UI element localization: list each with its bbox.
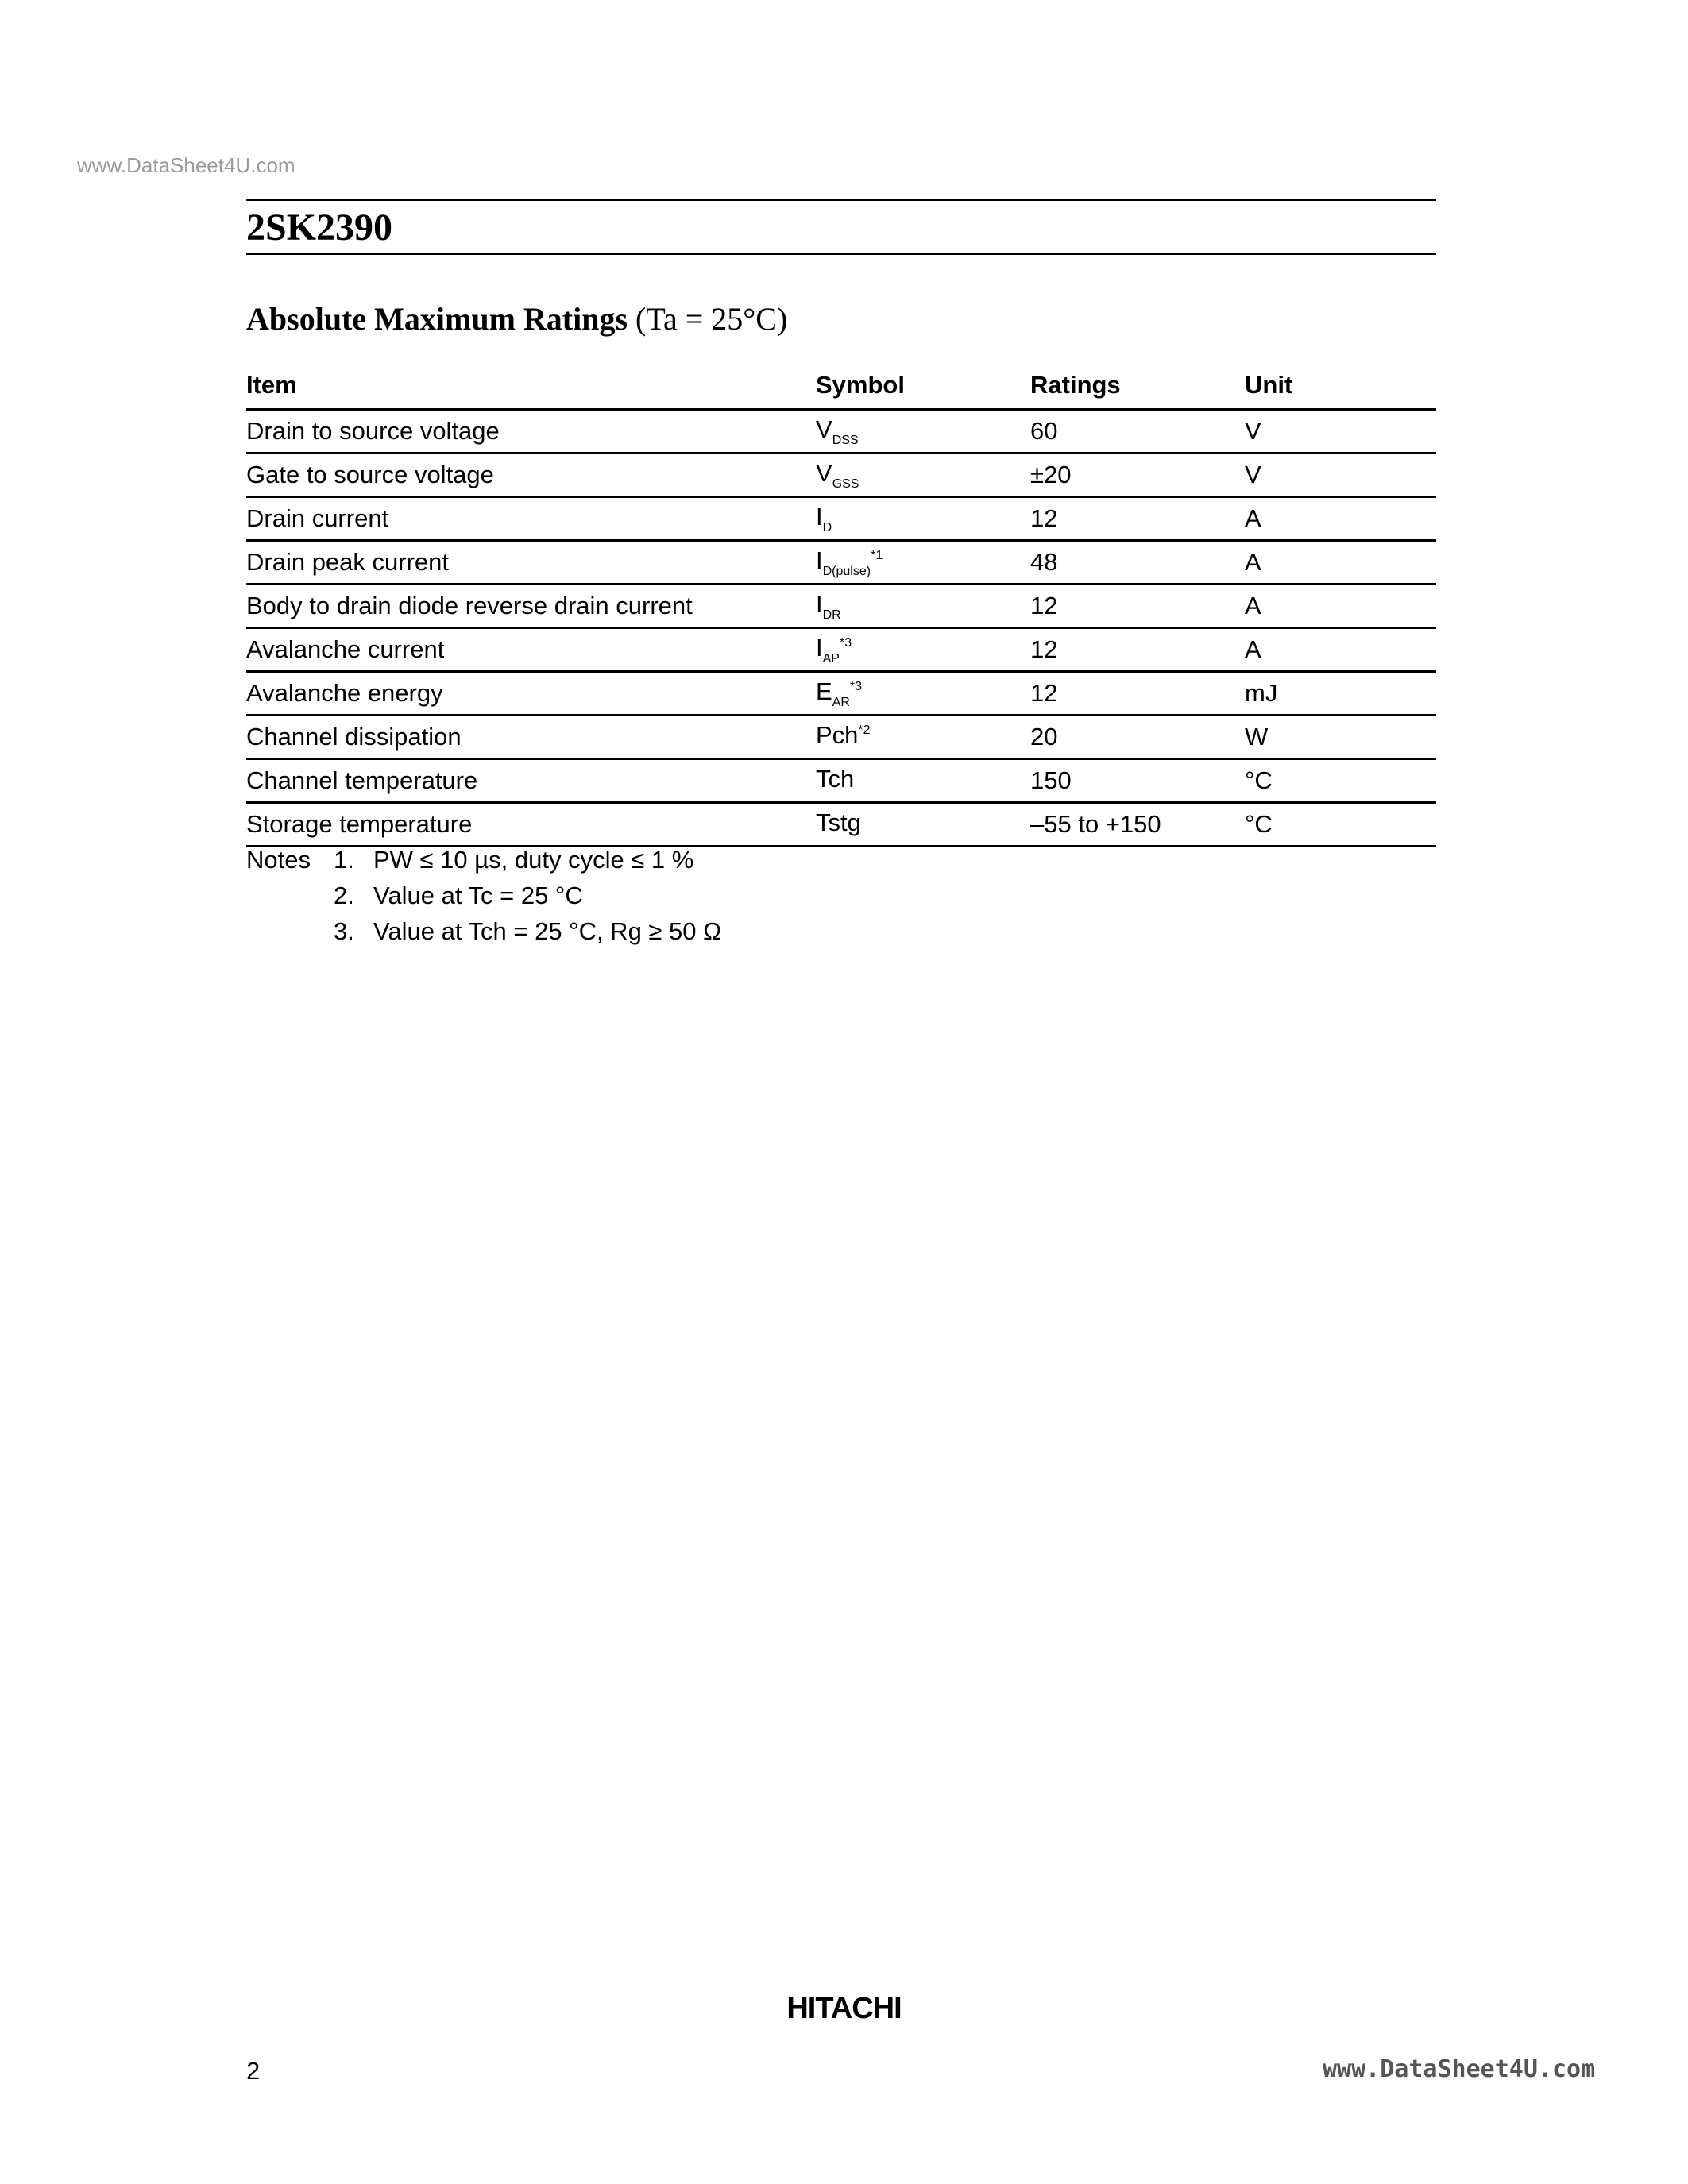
cell-unit: V	[1245, 410, 1436, 453]
cell-rating: 150	[1030, 759, 1245, 803]
symbol-main: Pch	[816, 720, 859, 749]
note-text: Value at Tch = 25 °C, Rg ≥ 50 Ω	[373, 917, 722, 945]
cell-item: Channel dissipation	[246, 716, 816, 759]
cell-item: Avalanche energy	[246, 672, 816, 716]
cell-symbol	[816, 453, 1030, 497]
note-row	[246, 878, 721, 913]
header-symbol: Symbol	[816, 362, 1030, 410]
cell-item: Drain peak current	[246, 541, 816, 585]
cell-unit: W	[1245, 716, 1436, 759]
symbol-main: I	[816, 633, 823, 662]
cell-unit: mJ	[1245, 672, 1436, 716]
cell-unit: A	[1245, 628, 1436, 672]
title-rule	[246, 253, 1436, 255]
table-row	[246, 803, 1436, 847]
symbol-subscript: D	[822, 520, 832, 534]
watermark-top: www.DataSheet4U.com	[77, 153, 295, 177]
table-row	[246, 759, 1436, 803]
top-rule	[246, 199, 1436, 201]
cell-item: Body to drain diode reverse drain current	[246, 585, 816, 628]
table-row	[246, 541, 1436, 585]
cell-rating: 12	[1030, 585, 1245, 628]
hitachi-logo: HITACHI	[786, 1992, 902, 2025]
cell-item: Drain to source voltage	[246, 410, 816, 453]
cell-rating: 12	[1030, 497, 1245, 541]
symbol-subscript: D(pulse)	[822, 564, 871, 578]
symbol-subscript: GSS	[832, 477, 859, 491]
cell-symbol	[816, 585, 1030, 628]
symbol-subscript: DR	[822, 608, 841, 622]
cell-rating: 12	[1030, 672, 1245, 716]
cell-symbol	[816, 410, 1030, 453]
cell-rating: –55 to +150	[1030, 803, 1245, 847]
section-title: Absolute Maximum Ratings	[246, 301, 628, 337]
cell-symbol	[816, 759, 1030, 803]
table-row	[246, 497, 1436, 541]
symbol-main: I	[816, 502, 823, 531]
symbol-main: Tch	[816, 764, 855, 793]
note-number: 2.	[334, 882, 354, 909]
cell-item: Gate to source voltage	[246, 453, 816, 497]
cell-rating: 60	[1030, 410, 1245, 453]
cell-unit: A	[1245, 585, 1436, 628]
watermark-bottom: www.DataSheet4U.com	[1323, 2055, 1596, 2083]
page-number: 2	[246, 2057, 261, 2085]
table-row	[246, 410, 1436, 453]
cell-unit: °C	[1245, 803, 1436, 847]
cell-symbol	[816, 497, 1030, 541]
cell-symbol	[816, 803, 1030, 847]
cell-symbol	[816, 672, 1030, 716]
notes-label: Notes	[246, 846, 311, 874]
header-ratings: Ratings	[1030, 362, 1245, 410]
cell-unit: A	[1245, 497, 1436, 541]
cell-unit: °C	[1245, 759, 1436, 803]
ratings-table	[246, 362, 1436, 847]
header-item: Item	[246, 362, 816, 410]
section-heading	[246, 297, 787, 341]
table-row	[246, 453, 1436, 497]
cell-item: Storage temperature	[246, 803, 816, 847]
part-number-title: 2SK2390	[246, 206, 393, 249]
note-row	[246, 842, 721, 878]
cell-rating: 20	[1030, 716, 1245, 759]
symbol-main: V	[816, 458, 832, 487]
cell-unit: A	[1245, 541, 1436, 585]
symbol-main: I	[816, 589, 823, 618]
table-header-row	[246, 362, 1436, 410]
symbol-subscript: AP	[822, 651, 840, 666]
table-row	[246, 716, 1436, 759]
cell-symbol	[816, 541, 1030, 585]
cell-unit: V	[1245, 453, 1436, 497]
note-row	[246, 913, 721, 949]
symbol-main: I	[816, 546, 823, 574]
cell-item: Channel temperature	[246, 759, 816, 803]
symbol-subscript: DSS	[832, 433, 859, 447]
cell-symbol	[816, 716, 1030, 759]
symbol-main: Tstg	[816, 808, 861, 836]
cell-item: Avalanche current	[246, 628, 816, 672]
table-row	[246, 585, 1436, 628]
symbol-subscript: AR	[832, 695, 850, 709]
cell-rating: 12	[1030, 628, 1245, 672]
symbol-main: V	[816, 415, 832, 443]
table-row	[246, 628, 1436, 672]
table-row	[246, 672, 1436, 716]
symbol-note-ref: *3	[839, 635, 852, 650]
note-number: 1.	[334, 846, 354, 874]
note-number: 3.	[334, 917, 354, 945]
cell-rating: 48	[1030, 541, 1245, 585]
notes	[246, 842, 721, 949]
section-condition: (Ta = 25°C)	[635, 301, 788, 337]
cell-rating: ±20	[1030, 453, 1245, 497]
note-text: Value at Tc = 25 °C	[373, 882, 583, 909]
symbol-note-ref: *1	[871, 548, 883, 562]
cell-item: Drain current	[246, 497, 816, 541]
symbol-main: E	[816, 677, 832, 705]
note-text: PW ≤ 10 µs, duty cycle ≤ 1 %	[373, 846, 694, 874]
header-unit: Unit	[1245, 362, 1436, 410]
cell-symbol	[816, 628, 1030, 672]
symbol-note-ref: *2	[858, 723, 871, 737]
symbol-note-ref: *3	[849, 679, 863, 693]
